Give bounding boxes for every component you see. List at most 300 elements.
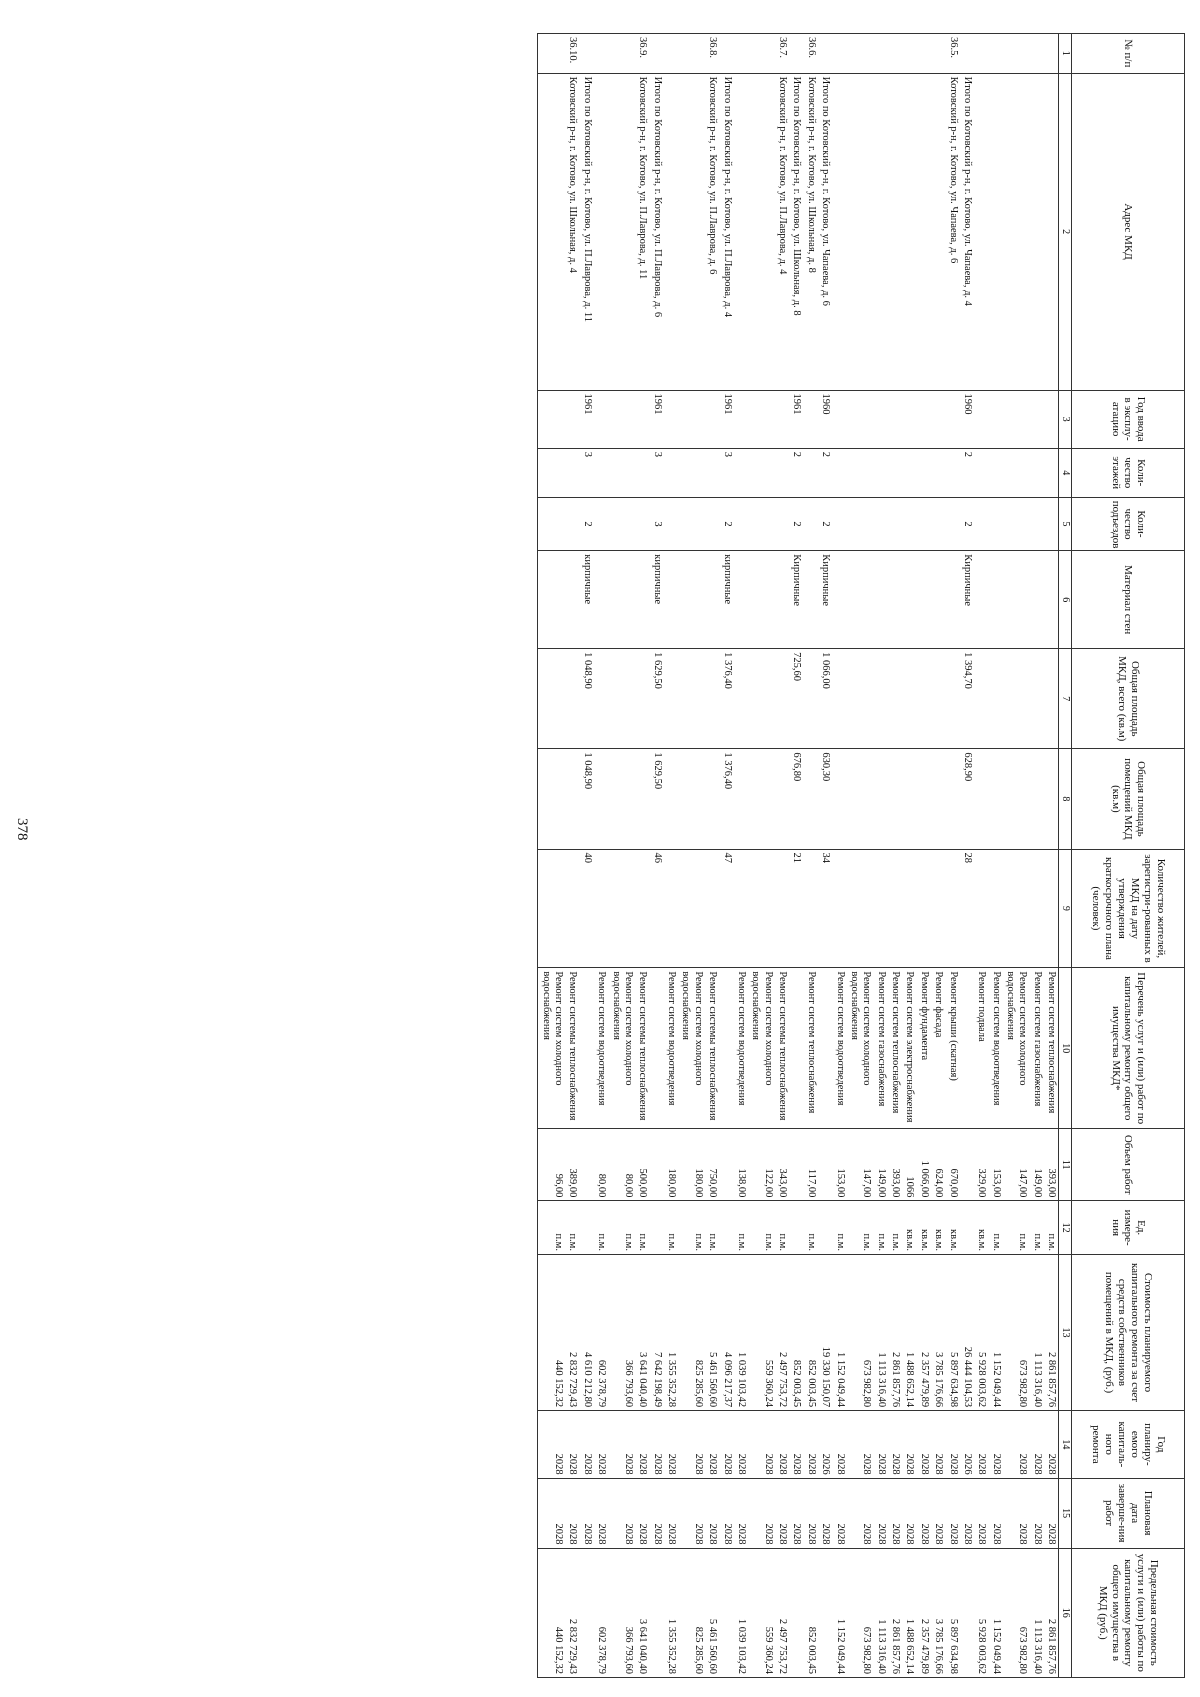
cell-col-3 xyxy=(664,390,678,448)
cell-col-9 xyxy=(1029,849,1043,968)
cell-col-15: 2028 xyxy=(945,1478,959,1548)
cell-col-2 xyxy=(1044,73,1059,390)
cell-col-12: кв.м. xyxy=(902,1201,916,1255)
cell-col-7 xyxy=(1029,649,1043,749)
cell-col-16 xyxy=(579,1548,593,1677)
cell-col-16: 1 488 652,14 xyxy=(902,1548,916,1677)
cell-col-10: Ремонт систем холодного водоснабжения xyxy=(678,968,705,1129)
column-number-5: 5 xyxy=(1059,497,1072,551)
cell-col-7 xyxy=(974,649,988,749)
column-header-15: Плановая дата заверше-ния работ xyxy=(1072,1478,1185,1548)
cell-col-11 xyxy=(960,1129,974,1201)
cell-col-15: 2028 xyxy=(960,1478,974,1548)
cell-col-5 xyxy=(538,497,565,551)
table-row xyxy=(649,34,663,1678)
cell-col-14: 2028 xyxy=(916,1411,930,1479)
cell-col-4 xyxy=(664,448,678,497)
cell-col-13: 4 096 217,37 xyxy=(719,1254,733,1410)
cell-col-2 xyxy=(847,73,874,390)
cell-col-8: 1 376,40 xyxy=(719,749,733,849)
table-row xyxy=(902,34,916,1678)
cell-col-1 xyxy=(931,34,945,74)
cell-col-4 xyxy=(734,448,748,497)
cell-col-7: 1 066,00 xyxy=(818,649,832,749)
cell-col-10: Ремонт системы теплоснабжения xyxy=(565,968,579,1129)
cell-col-4 xyxy=(705,448,719,497)
cell-col-13: 3 785 176,66 xyxy=(931,1254,945,1410)
cell-col-14: 2028 xyxy=(579,1411,593,1479)
cell-col-7 xyxy=(565,649,579,749)
cell-col-6 xyxy=(664,551,678,649)
table-row xyxy=(803,34,817,1678)
column-header-3: Год ввода в эксплу-атацию xyxy=(1072,390,1185,448)
cell-col-15: 2028 xyxy=(678,1478,705,1548)
cell-col-6: кирпичные xyxy=(649,551,663,649)
cell-col-3 xyxy=(931,390,945,448)
cell-col-2 xyxy=(873,73,887,390)
cell-col-15: 2028 xyxy=(818,1478,832,1548)
cell-col-16 xyxy=(719,1548,733,1677)
cell-col-12: п.м. xyxy=(988,1201,1002,1255)
cell-col-3 xyxy=(988,390,1002,448)
cell-col-6 xyxy=(916,551,930,649)
cell-col-11: 147,00 xyxy=(847,1129,874,1201)
cell-col-11: 138,00 xyxy=(734,1129,748,1201)
cell-col-4 xyxy=(873,448,887,497)
cell-col-15: 2028 xyxy=(873,1478,887,1548)
cell-col-2 xyxy=(832,73,846,390)
cell-col-13: 559 360,24 xyxy=(748,1254,775,1410)
cell-col-13: 7 642 198,49 xyxy=(649,1254,663,1410)
cell-col-14: 2026 xyxy=(960,1411,974,1479)
cell-col-3 xyxy=(902,390,916,448)
cell-col-5 xyxy=(832,497,846,551)
cell-col-8 xyxy=(888,749,902,849)
column-header-8: Общая площадь помещений МКД (кв.м) xyxy=(1072,749,1185,849)
cell-col-9 xyxy=(902,849,916,968)
column-number-6: 6 xyxy=(1059,551,1072,649)
cell-col-16: 3 785 176,66 xyxy=(931,1548,945,1677)
column-number-2: 2 xyxy=(1059,73,1072,390)
cell-col-15: 2028 xyxy=(888,1478,902,1548)
cell-col-2 xyxy=(888,73,902,390)
cell-col-16: 5 897 634,98 xyxy=(945,1548,959,1677)
cell-col-6 xyxy=(1029,551,1043,649)
cell-col-9 xyxy=(945,849,959,968)
cell-col-7: 1 048,90 xyxy=(579,649,593,749)
cell-col-10: Ремонт крыши (скатная) xyxy=(945,968,959,1129)
cell-col-15: 2028 xyxy=(734,1478,748,1548)
cell-col-3: 1961 xyxy=(579,390,593,448)
cell-col-12: п.м. xyxy=(705,1201,719,1255)
column-header-14: Год планиру-емого капиталь-ного ремонта xyxy=(1072,1411,1185,1479)
cell-col-3 xyxy=(847,390,874,448)
cell-col-3 xyxy=(678,390,705,448)
cell-col-1 xyxy=(734,34,748,74)
cell-col-9 xyxy=(734,849,748,968)
cell-col-11: 153,00 xyxy=(988,1129,1002,1201)
cell-col-7 xyxy=(775,649,789,749)
cell-col-15: 2028 xyxy=(635,1478,649,1548)
cell-col-3 xyxy=(705,390,719,448)
cell-col-10: Ремонт системы теплоснабжения xyxy=(775,968,789,1129)
cell-col-10: Ремонт систем электроснабжения xyxy=(902,968,916,1129)
cell-col-1 xyxy=(974,34,988,74)
cell-col-11: 122,00 xyxy=(748,1129,775,1201)
cell-col-9 xyxy=(931,849,945,968)
cell-col-4: 2 xyxy=(789,448,803,497)
cell-col-9 xyxy=(1003,849,1030,968)
column-header-2: Адрес МКД xyxy=(1072,73,1185,390)
cell-col-10: Ремонт систем газоснабжения xyxy=(1029,968,1043,1129)
cell-col-4 xyxy=(1029,448,1043,497)
column-number-16: 16 xyxy=(1059,1548,1072,1677)
cell-col-12: п.м. xyxy=(635,1201,649,1255)
cell-col-3: 1961 xyxy=(719,390,733,448)
cell-col-15: 2028 xyxy=(608,1478,635,1548)
cell-col-1: 36.5. xyxy=(945,34,959,74)
cell-col-3 xyxy=(916,390,930,448)
cell-col-6 xyxy=(974,551,988,649)
column-number-15: 15 xyxy=(1059,1478,1072,1548)
cell-col-15: 2028 xyxy=(803,1478,817,1548)
cell-col-15: 2028 xyxy=(1029,1478,1043,1548)
cell-col-7 xyxy=(608,649,635,749)
cell-col-5 xyxy=(974,497,988,551)
cell-col-7: 1 394,70 xyxy=(960,649,974,749)
cell-col-9 xyxy=(888,849,902,968)
column-number-12: 12 xyxy=(1059,1201,1072,1255)
cell-col-5 xyxy=(565,497,579,551)
column-number-10: 10 xyxy=(1059,968,1072,1129)
cell-col-14: 2028 xyxy=(945,1411,959,1479)
cell-col-7 xyxy=(1003,649,1030,749)
cell-col-9: 21 xyxy=(789,849,803,968)
cell-col-9: 46 xyxy=(649,849,663,968)
column-header-12: Ед. измере-ния xyxy=(1072,1201,1185,1255)
cell-col-8 xyxy=(734,749,748,849)
cell-col-14: 2026 xyxy=(818,1411,832,1479)
cell-col-4 xyxy=(1003,448,1030,497)
cell-col-16: 602 378,79 xyxy=(594,1548,608,1677)
cell-col-2: Итого по Котовский р-н, г. Котово, ул. Чапаева, д. 6 xyxy=(818,73,832,390)
cell-col-15: 2028 xyxy=(664,1478,678,1548)
cell-col-6 xyxy=(594,551,608,649)
cell-col-8 xyxy=(635,749,649,849)
cell-col-12: п.м. xyxy=(888,1201,902,1255)
cell-col-14: 2028 xyxy=(594,1411,608,1479)
cell-col-15: 2028 xyxy=(649,1478,663,1548)
cell-col-16: 5 928 003,62 xyxy=(974,1548,988,1677)
cell-col-4: 3 xyxy=(579,448,593,497)
cell-col-2 xyxy=(902,73,916,390)
column-number-14: 14 xyxy=(1059,1411,1072,1479)
cell-col-5 xyxy=(594,497,608,551)
cell-col-6 xyxy=(775,551,789,649)
cell-col-12: п.м. xyxy=(734,1201,748,1255)
cell-col-16: 366 793,60 xyxy=(608,1548,635,1677)
cell-col-5 xyxy=(902,497,916,551)
cell-col-6: Кирпичные xyxy=(960,551,974,649)
cell-col-2 xyxy=(734,73,748,390)
cell-col-13: 5 928 003,62 xyxy=(974,1254,988,1410)
cell-col-4 xyxy=(594,448,608,497)
cell-col-8 xyxy=(678,749,705,849)
cell-col-7 xyxy=(847,649,874,749)
cell-col-9: 40 xyxy=(579,849,593,968)
cell-col-2: Котовский р-н, г. Котово, ул. П.Лаврова, д. 4 xyxy=(775,73,789,390)
cell-col-2: Котовский р-н, г. Котово, ул. П.Лаврова, д. 6 xyxy=(705,73,719,390)
cell-col-16: 673 982,80 xyxy=(1003,1548,1030,1677)
column-header-13: Стоимость планируемого капитального ремонта за счет средств собственников помещений в МКД, (руб.) xyxy=(1072,1254,1185,1410)
cell-col-11: 750,00 xyxy=(705,1129,719,1201)
cell-col-6: Кирпичные xyxy=(818,551,832,649)
cell-col-15: 2028 xyxy=(705,1478,719,1548)
cell-col-16 xyxy=(789,1548,803,1677)
column-header-1: № п/п xyxy=(1072,34,1185,74)
cell-col-12: п.м. xyxy=(748,1201,775,1255)
cell-col-15: 2028 xyxy=(847,1478,874,1548)
table-header xyxy=(1059,34,1185,1678)
cell-col-7 xyxy=(748,649,775,749)
cell-col-4: 3 xyxy=(649,448,663,497)
cell-col-4 xyxy=(1044,448,1059,497)
cell-col-11: 147,00 xyxy=(1003,1129,1030,1201)
cell-col-16 xyxy=(649,1548,663,1677)
cell-col-4 xyxy=(988,448,1002,497)
cell-col-11: 343,00 xyxy=(775,1129,789,1201)
cell-col-15: 2028 xyxy=(748,1478,775,1548)
cell-col-16: 1 113 316,40 xyxy=(1029,1548,1043,1677)
table-row xyxy=(594,34,608,1678)
cell-col-7 xyxy=(931,649,945,749)
table-row xyxy=(538,34,565,1678)
cell-col-11 xyxy=(719,1129,733,1201)
column-header-4: Коли-чество этажей xyxy=(1072,448,1185,497)
cell-col-4: 2 xyxy=(960,448,974,497)
cell-col-5 xyxy=(635,497,649,551)
cell-col-4: 2 xyxy=(818,448,832,497)
cell-col-12 xyxy=(960,1201,974,1255)
cell-col-5: 3 xyxy=(649,497,663,551)
cell-col-7 xyxy=(945,649,959,749)
cell-col-11: 149,00 xyxy=(873,1129,887,1201)
cell-col-6 xyxy=(538,551,565,649)
cell-col-12 xyxy=(719,1201,733,1255)
cell-col-12: п.м. xyxy=(775,1201,789,1255)
cell-col-5 xyxy=(988,497,1002,551)
cell-col-13: 1 152 049,44 xyxy=(832,1254,846,1410)
cell-col-9 xyxy=(705,849,719,968)
cell-col-5 xyxy=(1044,497,1059,551)
cell-col-11: 180,00 xyxy=(664,1129,678,1201)
cell-col-8 xyxy=(608,749,635,849)
cell-col-9 xyxy=(608,849,635,968)
cell-col-1: 36.10. xyxy=(565,34,579,74)
cell-col-3 xyxy=(734,390,748,448)
cell-col-14: 2028 xyxy=(789,1411,803,1479)
cell-col-16: 1 152 049,44 xyxy=(988,1548,1002,1677)
cell-col-13: 440 152,32 xyxy=(538,1254,565,1410)
cell-col-16: 3 641 040,40 xyxy=(635,1548,649,1677)
cell-col-3 xyxy=(635,390,649,448)
cell-col-7 xyxy=(832,649,846,749)
table-row xyxy=(988,34,1002,1678)
cell-col-3: 1961 xyxy=(789,390,803,448)
cell-col-4 xyxy=(565,448,579,497)
cell-col-5 xyxy=(873,497,887,551)
cell-col-15: 2028 xyxy=(594,1478,608,1548)
cell-col-9 xyxy=(775,849,789,968)
cell-col-8 xyxy=(1003,749,1030,849)
cell-col-11 xyxy=(579,1129,593,1201)
cell-col-5 xyxy=(664,497,678,551)
table-row xyxy=(775,34,789,1678)
cell-col-9: 34 xyxy=(818,849,832,968)
cell-col-8 xyxy=(1029,749,1043,849)
cell-col-11: 149,00 xyxy=(1029,1129,1043,1201)
cell-col-6 xyxy=(931,551,945,649)
table-row xyxy=(565,34,579,1678)
cell-col-1 xyxy=(538,34,565,74)
cell-col-4 xyxy=(888,448,902,497)
cell-col-15: 2028 xyxy=(1003,1478,1030,1548)
cell-col-3 xyxy=(1029,390,1043,448)
cell-col-13: 1 039 103,42 xyxy=(734,1254,748,1410)
cell-col-4 xyxy=(847,448,874,497)
cell-col-7 xyxy=(538,649,565,749)
cell-col-7: 1 376,40 xyxy=(719,649,733,749)
cell-col-14: 2028 xyxy=(538,1411,565,1479)
cell-col-14: 2028 xyxy=(775,1411,789,1479)
cell-col-15: 2028 xyxy=(832,1478,846,1548)
cell-col-6 xyxy=(847,551,874,649)
table-row xyxy=(960,34,974,1678)
cell-col-8: 1 048,90 xyxy=(579,749,593,849)
cell-col-3 xyxy=(538,390,565,448)
cell-col-14: 2028 xyxy=(608,1411,635,1479)
cell-col-5 xyxy=(1003,497,1030,551)
cell-col-14: 2028 xyxy=(719,1411,733,1479)
cell-col-8 xyxy=(594,749,608,849)
cell-col-7 xyxy=(888,649,902,749)
cell-col-14: 2028 xyxy=(565,1411,579,1479)
cell-col-13: 1 113 316,40 xyxy=(1029,1254,1043,1410)
table-row xyxy=(832,34,846,1678)
table-row xyxy=(608,34,635,1678)
cell-col-6 xyxy=(678,551,705,649)
cell-col-5 xyxy=(608,497,635,551)
cell-col-15: 2028 xyxy=(916,1478,930,1548)
cell-col-12: п.м. xyxy=(803,1201,817,1255)
cell-col-1 xyxy=(594,34,608,74)
cell-col-1 xyxy=(789,34,803,74)
cell-col-5: 2 xyxy=(818,497,832,551)
cell-col-1: 36.8. xyxy=(705,34,719,74)
table-row xyxy=(734,34,748,1678)
cell-col-14: 2028 xyxy=(974,1411,988,1479)
cell-col-16: 559 360,24 xyxy=(748,1548,775,1677)
column-header-11: Объем работ xyxy=(1072,1129,1185,1201)
cell-col-10: Ремонт систем водоотведения xyxy=(664,968,678,1129)
page-number xyxy=(13,818,30,841)
cell-col-13: 5 897 634,98 xyxy=(945,1254,959,1410)
cell-col-1 xyxy=(719,34,733,74)
cell-col-6 xyxy=(635,551,649,649)
cell-col-9 xyxy=(748,849,775,968)
cell-col-14: 2028 xyxy=(902,1411,916,1479)
column-header-9: Количество жителей, зарегистри-рованных в МКД на дату утверждения краткосрочного плана (человек) xyxy=(1072,849,1185,968)
cell-col-5: 2 xyxy=(960,497,974,551)
cell-col-6 xyxy=(888,551,902,649)
cell-col-5 xyxy=(888,497,902,551)
cell-col-9 xyxy=(594,849,608,968)
cell-col-3 xyxy=(748,390,775,448)
cell-col-13: 19 330 150,07 xyxy=(818,1254,832,1410)
cell-col-16: 673 982,80 xyxy=(847,1548,874,1677)
rotated-table-frame xyxy=(45,33,1185,1678)
table-row xyxy=(1003,34,1030,1678)
cell-col-12 xyxy=(818,1201,832,1255)
cell-col-14: 2028 xyxy=(1029,1411,1043,1479)
cell-col-10: Ремонт фундамента xyxy=(916,968,930,1129)
cell-col-12: п.м. xyxy=(1044,1201,1059,1255)
cell-col-2: Итого по Котовский р-н, г. Котово, ул. П.Лаврова, д. 6 xyxy=(649,73,663,390)
cell-col-5: 2 xyxy=(579,497,593,551)
cell-col-3 xyxy=(1044,390,1059,448)
cell-col-12 xyxy=(579,1201,593,1255)
cell-col-6: Кирпичные xyxy=(789,551,803,649)
cell-col-7 xyxy=(705,649,719,749)
cell-col-14: 2028 xyxy=(988,1411,1002,1479)
cell-col-3 xyxy=(594,390,608,448)
cell-col-13: 673 982,80 xyxy=(1003,1254,1030,1410)
cell-col-14: 2028 xyxy=(705,1411,719,1479)
column-header-16: Предельная стоимость услуги и (или) работы по капитальному ремонту общего имущества в МКД (руб.) xyxy=(1072,1548,1185,1677)
cell-col-2 xyxy=(988,73,1002,390)
cell-col-10: Ремонт систем водоотведения xyxy=(734,968,748,1129)
table-row xyxy=(579,34,593,1678)
cell-col-12: кв.м. xyxy=(931,1201,945,1255)
cell-col-9 xyxy=(635,849,649,968)
cell-col-5 xyxy=(705,497,719,551)
table-row xyxy=(945,34,959,1678)
cell-col-12: п.м. xyxy=(565,1201,579,1255)
cell-col-9 xyxy=(847,849,874,968)
cell-col-2 xyxy=(916,73,930,390)
cell-col-10: Ремонт подвала xyxy=(974,968,988,1129)
cell-col-1 xyxy=(664,34,678,74)
cell-col-1 xyxy=(579,34,593,74)
cell-col-14: 2028 xyxy=(1044,1411,1059,1479)
cell-col-6 xyxy=(988,551,1002,649)
cell-col-3: 1960 xyxy=(818,390,832,448)
cell-col-13: 1 355 352,28 xyxy=(664,1254,678,1410)
cell-col-15: 2028 xyxy=(931,1478,945,1548)
cell-col-9 xyxy=(678,849,705,968)
cell-col-2: Итого по Котовский р-н, г. Котово, ул. П.Лаврова, д. 4 xyxy=(719,73,733,390)
cell-col-6 xyxy=(608,551,635,649)
cell-col-12: п.м. xyxy=(832,1201,846,1255)
cell-col-8 xyxy=(565,749,579,849)
cell-col-13: 3 641 040,40 xyxy=(635,1254,649,1410)
cell-col-6 xyxy=(1044,551,1059,649)
cell-col-14: 2028 xyxy=(734,1411,748,1479)
cell-col-12: п.м. xyxy=(873,1201,887,1255)
cell-col-11: 500,00 xyxy=(635,1129,649,1201)
cell-col-6: кирпичные xyxy=(719,551,733,649)
cell-col-3 xyxy=(888,390,902,448)
